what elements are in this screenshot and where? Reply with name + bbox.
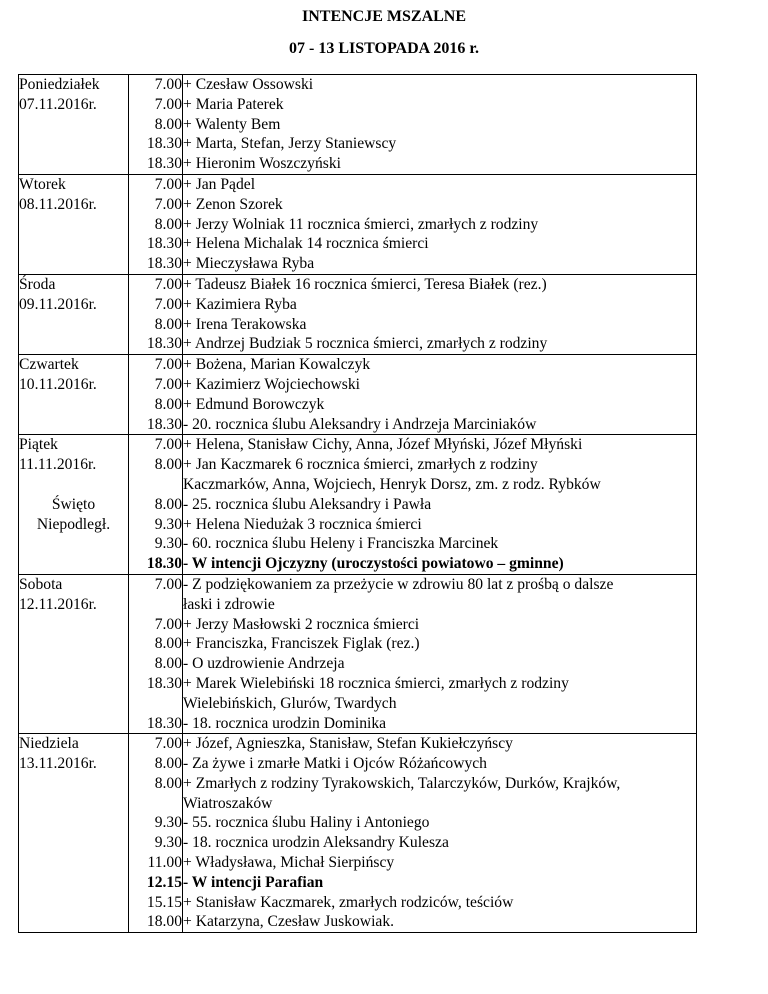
table-row xyxy=(19,714,697,734)
day-cell xyxy=(19,334,129,354)
intention-cell: - 20. rocznica ślubu Aleksandry i Andrzeja Marciniaków xyxy=(183,415,697,435)
time-cell: 8.00 xyxy=(129,215,183,235)
time-cell: 18.00 xyxy=(129,912,183,932)
day-cell xyxy=(19,154,129,174)
day-date: 10.11.2016r. xyxy=(19,375,129,395)
table-row xyxy=(19,774,697,794)
day-cell xyxy=(19,554,129,574)
time-cell: 18.30 xyxy=(129,554,183,574)
intention-cell: Kaczmarków, Anna, Wojciech, Henryk Dorsz, zm. z rodz. Rybków xyxy=(183,475,697,495)
day-cell xyxy=(19,654,129,674)
day-name: Poniedziałek xyxy=(19,75,129,95)
table-row xyxy=(19,415,697,435)
table-row xyxy=(19,853,697,873)
intention-cell: + Kazimierz Wojciechowski xyxy=(183,375,697,395)
time-cell: 8.00 xyxy=(129,115,183,135)
day-cell xyxy=(19,534,129,554)
time-cell xyxy=(129,694,183,714)
table-row xyxy=(19,794,697,814)
time-cell: 7.00 xyxy=(129,174,183,194)
intention-cell: + Hieronim Woszczyński xyxy=(183,154,697,174)
document-title: INTENCJE MSZALNE xyxy=(301,8,467,25)
time-cell xyxy=(129,595,183,615)
table-row xyxy=(19,455,697,475)
day-cell xyxy=(19,615,129,635)
table-row xyxy=(19,334,697,354)
time-cell: 18.30 xyxy=(129,254,183,274)
intention-cell: + Edmund Borowczyk xyxy=(183,395,697,415)
intention-cell: + Władysława, Michał Sierpińscy xyxy=(183,853,697,873)
table-row xyxy=(19,375,697,395)
table-row xyxy=(19,734,697,754)
holiday-name: Niepodległ. xyxy=(19,515,129,535)
intention-cell: + Zenon Szorek xyxy=(183,195,697,215)
time-cell: 8.00 xyxy=(129,395,183,415)
intention-cell: - W intencji Ojczyzny (uroczystości powiatowo – gminne) xyxy=(183,554,697,574)
time-cell: 7.00 xyxy=(129,95,183,115)
intention-cell: + Tadeusz Białek 16 rocznica śmierci, Teresa Białek (rez.) xyxy=(183,274,697,294)
time-cell: 18.30 xyxy=(129,714,183,734)
intention-cell: + Józef, Agnieszka, Stanisław, Stefan Kukiełczyńscy xyxy=(183,734,697,754)
time-cell: 7.00 xyxy=(129,295,183,315)
time-cell: 9.30 xyxy=(129,833,183,853)
day-cell xyxy=(19,115,129,135)
table-row xyxy=(19,574,697,594)
intention-cell: + Czesław Ossowski xyxy=(183,75,697,95)
table-row xyxy=(19,195,697,215)
intention-cell: + Maria Paterek xyxy=(183,95,697,115)
intention-cell: + Helena Michalak 14 rocznica śmierci xyxy=(183,234,697,254)
time-cell: 7.00 xyxy=(129,75,183,95)
table-row xyxy=(19,515,697,535)
day-name: Sobota xyxy=(19,574,129,594)
day-cell xyxy=(19,134,129,154)
intention-cell: + Jerzy Wolniak 11 rocznica śmierci, zmarłych z rodziny xyxy=(183,215,697,235)
table-row xyxy=(19,154,697,174)
table-row xyxy=(19,215,697,235)
day-date: 08.11.2016r. xyxy=(19,195,129,215)
table-row xyxy=(19,295,697,315)
time-cell: 8.00 xyxy=(129,495,183,515)
intention-cell: - 55. rocznica ślubu Haliny i Antoniego xyxy=(183,813,697,833)
time-cell: 7.00 xyxy=(129,734,183,754)
day-cell xyxy=(19,234,129,254)
holiday-label: Święto xyxy=(19,495,129,515)
time-cell: 9.30 xyxy=(129,515,183,535)
day-cell xyxy=(19,254,129,274)
time-cell: 8.00 xyxy=(129,754,183,774)
time-cell: 12.15 xyxy=(129,873,183,893)
time-cell: 8.00 xyxy=(129,634,183,654)
day-name: Niedziela xyxy=(19,734,129,754)
table-row xyxy=(19,315,697,335)
day-cell xyxy=(19,794,129,814)
table-row xyxy=(19,754,697,774)
time-cell: 18.30 xyxy=(129,134,183,154)
time-cell xyxy=(129,794,183,814)
time-cell: 7.00 xyxy=(129,615,183,635)
time-cell: 7.00 xyxy=(129,355,183,375)
time-cell: 9.30 xyxy=(129,813,183,833)
table-row xyxy=(19,534,697,554)
table-row xyxy=(19,134,697,154)
intention-cell: + Helena, Stanisław Cichy, Anna, Józef Młyński, Józef Młyński xyxy=(183,435,697,455)
intention-cell: + Marta, Stefan, Jerzy Staniewscy xyxy=(183,134,697,154)
day-cell xyxy=(19,475,129,495)
table-row xyxy=(19,395,697,415)
time-cell: 9.30 xyxy=(129,534,183,554)
day-cell xyxy=(19,912,129,932)
day-cell xyxy=(19,893,129,913)
time-cell xyxy=(129,475,183,495)
intention-cell: + Stanisław Kaczmarek, zmarłych rodziców, teściów xyxy=(183,893,697,913)
table-row xyxy=(19,912,697,932)
day-cell xyxy=(19,853,129,873)
day-cell xyxy=(19,714,129,734)
time-cell: 7.00 xyxy=(129,195,183,215)
document-subtitle: 07 - 13 LISTOPADA 2016 r. xyxy=(289,40,479,57)
time-cell: 7.00 xyxy=(129,274,183,294)
table-row xyxy=(19,634,697,654)
intention-cell: - Z podziękowaniem za przeżycie w zdrowiu 80 lat z prośbą o dalsze xyxy=(183,574,697,594)
day-date: 11.11.2016r. xyxy=(19,455,129,475)
time-cell: 8.00 xyxy=(129,315,183,335)
intention-cell: - 25. rocznica ślubu Aleksandry i Pawła xyxy=(183,495,697,515)
table-row xyxy=(19,654,697,674)
day-cell xyxy=(19,774,129,794)
intention-cell: Wiatroszaków xyxy=(183,794,697,814)
table-row xyxy=(19,615,697,635)
day-cell xyxy=(19,415,129,435)
day-cell xyxy=(19,813,129,833)
time-cell: 8.00 xyxy=(129,654,183,674)
intention-cell: - Za żywe i zmarłe Matki i Ojców Różańcowych xyxy=(183,754,697,774)
intention-cell: + Jan Kaczmarek 6 rocznica śmierci, zmarłych z rodziny xyxy=(183,455,697,475)
time-cell: 18.30 xyxy=(129,415,183,435)
day-cell xyxy=(19,674,129,694)
intention-cell: + Franciszka, Franciszek Figlak (rez.) xyxy=(183,634,697,654)
day-date: 09.11.2016r. xyxy=(19,295,129,315)
day-cell xyxy=(19,215,129,235)
intention-cell: + Jan Pądel xyxy=(183,174,697,194)
table-row xyxy=(19,254,697,274)
table-row xyxy=(19,833,697,853)
intention-cell: + Helena Niedużak 3 rocznica śmierci xyxy=(183,515,697,535)
intention-cell: - 18. rocznica urodzin Aleksandry Kulesza xyxy=(183,833,697,853)
intention-cell: + Katarzyna, Czesław Juskowiak. xyxy=(183,912,697,932)
day-date: 12.11.2016r. xyxy=(19,595,129,615)
table-row xyxy=(19,554,697,574)
time-cell: 7.00 xyxy=(129,375,183,395)
table-row xyxy=(19,174,697,194)
day-cell xyxy=(19,315,129,335)
day-cell xyxy=(19,873,129,893)
time-cell: 18.30 xyxy=(129,674,183,694)
time-cell: 15.15 xyxy=(129,893,183,913)
intention-cell: + Zmarłych z rodziny Tyrakowskich, Talarczyków, Durków, Krajków, xyxy=(183,774,697,794)
day-name: Wtorek xyxy=(19,174,129,194)
day-name: Czwartek xyxy=(19,355,129,375)
table-row xyxy=(19,355,697,375)
intention-cell: - 18. rocznica urodzin Dominika xyxy=(183,714,697,734)
intentions-table-body xyxy=(19,75,697,933)
day-name: Piątek xyxy=(19,435,129,455)
intention-cell: - 60. rocznica ślubu Heleny i Franciszka Marcinek xyxy=(183,534,697,554)
day-date: 13.11.2016r. xyxy=(19,754,129,774)
table-row xyxy=(19,694,697,714)
day-date: 07.11.2016r. xyxy=(19,95,129,115)
day-cell xyxy=(19,634,129,654)
day-cell xyxy=(19,833,129,853)
time-cell: 11.00 xyxy=(129,853,183,873)
intention-cell: + Kazimiera Ryba xyxy=(183,295,697,315)
intention-cell: + Bożena, Marian Kowalczyk xyxy=(183,355,697,375)
table-row xyxy=(19,674,697,694)
intention-cell: + Marek Wielebiński 18 rocznica śmierci, zmarłych z rodziny xyxy=(183,674,697,694)
table-row xyxy=(19,475,697,495)
table-row xyxy=(19,873,697,893)
table-row xyxy=(19,234,697,254)
table-row xyxy=(19,495,697,515)
table-row xyxy=(19,435,697,455)
time-cell: 8.00 xyxy=(129,774,183,794)
intention-cell: + Andrzej Budziak 5 rocznica śmierci, zmarłych z rodziny xyxy=(183,334,697,354)
table-row xyxy=(19,75,697,95)
time-cell: 7.00 xyxy=(129,574,183,594)
intention-cell: łaski i zdrowie xyxy=(183,595,697,615)
time-cell: 7.00 xyxy=(129,435,183,455)
table-row xyxy=(19,893,697,913)
intentions-table xyxy=(18,74,697,933)
intention-cell: + Walenty Bem xyxy=(183,115,697,135)
table-row xyxy=(19,274,697,294)
intention-cell: - O uzdrowienie Andrzeja xyxy=(183,654,697,674)
table-row xyxy=(19,95,697,115)
intention-cell: + Mieczysława Ryba xyxy=(183,254,697,274)
table-row xyxy=(19,813,697,833)
time-cell: 18.30 xyxy=(129,334,183,354)
day-name: Środa xyxy=(19,274,129,294)
day-cell xyxy=(19,395,129,415)
time-cell: 18.30 xyxy=(129,234,183,254)
intention-cell: + Jerzy Masłowski 2 rocznica śmierci xyxy=(183,615,697,635)
intention-cell: + Irena Terakowska xyxy=(183,315,697,335)
table-row xyxy=(19,115,697,135)
intention-cell: Wielebińskich, Glurów, Twardych xyxy=(183,694,697,714)
intention-cell: - W intencji Parafian xyxy=(183,873,697,893)
time-cell: 8.00 xyxy=(129,455,183,475)
day-cell xyxy=(19,694,129,714)
table-row xyxy=(19,595,697,615)
time-cell: 18.30 xyxy=(129,154,183,174)
